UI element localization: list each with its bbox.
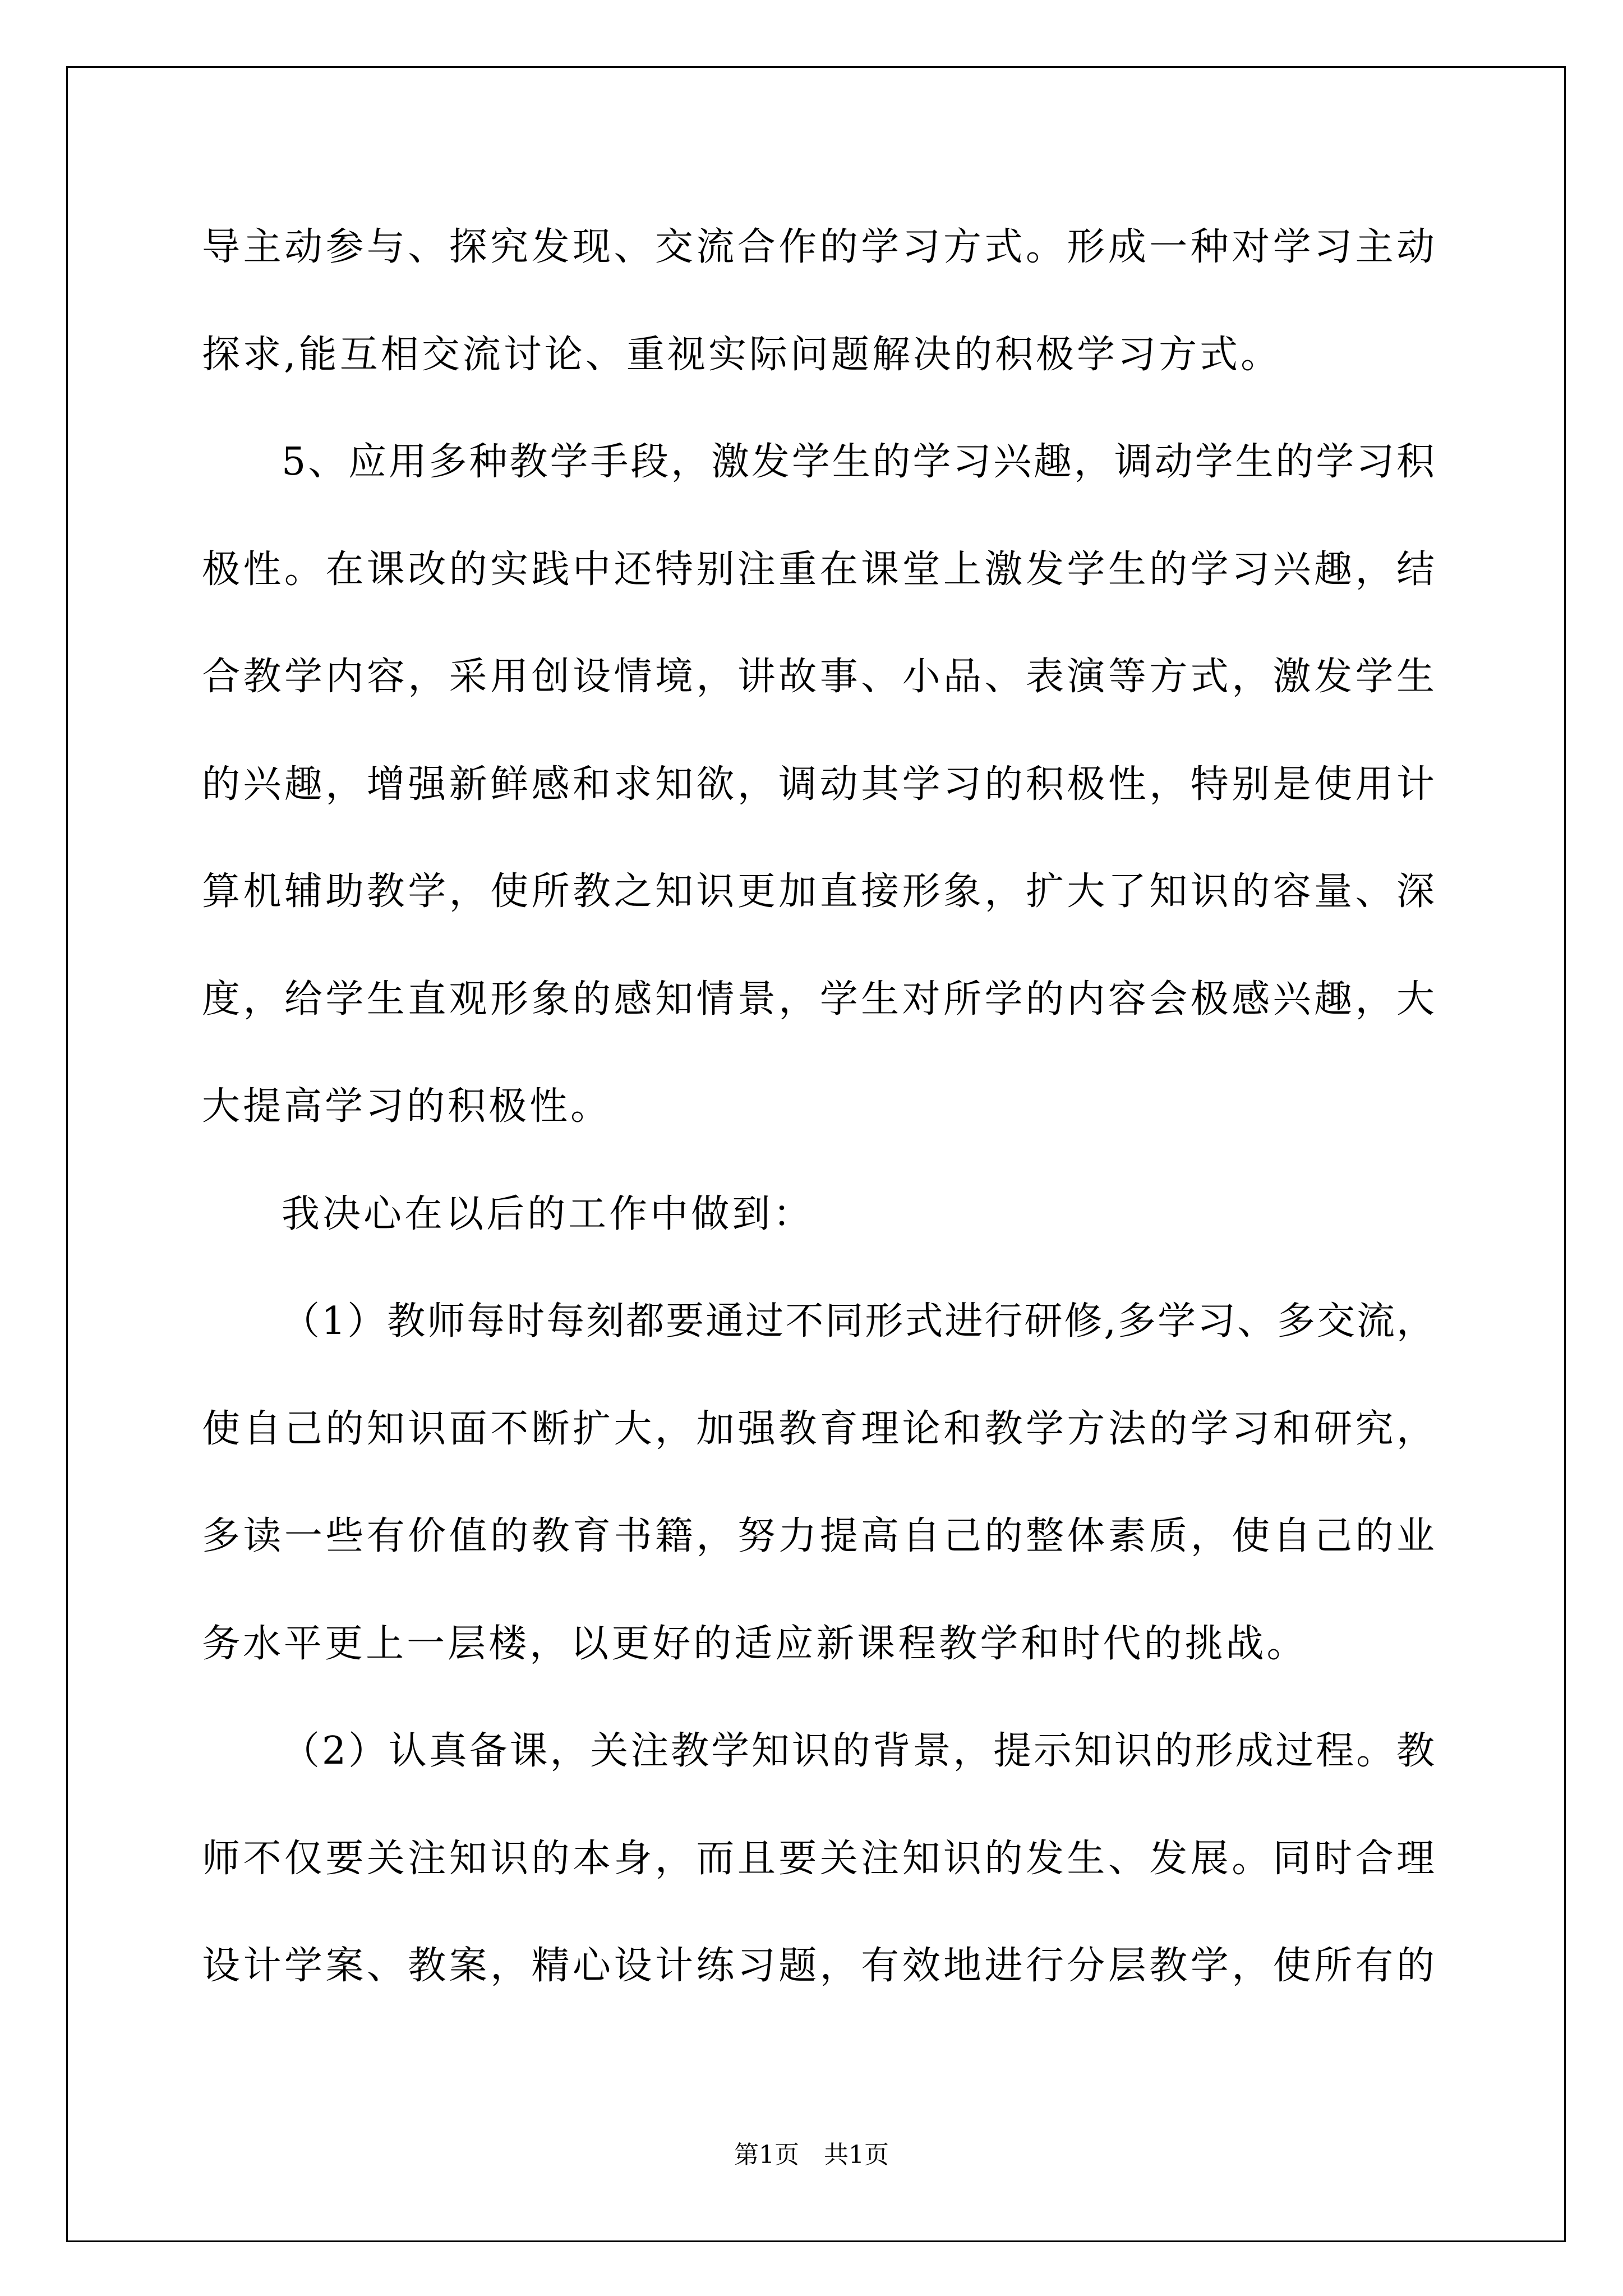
text-line [202, 731, 1438, 839]
paragraph [202, 408, 1438, 1161]
text-line [202, 1805, 1438, 1913]
text-line-text: 我决心在以后的工作中做到： [282, 1191, 814, 1236]
text-line [202, 194, 1438, 301]
text-line-text: 的兴趣，增强新鲜感和求知欲，调动其学习的积极性，特别是使用计 [202, 762, 1438, 807]
text-line [202, 516, 1438, 624]
text-line-text: 大提高学习的积极性。 [202, 1084, 612, 1129]
text-line [202, 838, 1438, 946]
paragraph [202, 1697, 1438, 2020]
text-line [202, 1697, 1435, 1805]
text-line [202, 1161, 1435, 1268]
text-line [202, 1375, 1438, 1483]
text-line-text: 务水平更上一层楼，以更好的适应新课程教学和时代的挑战。 [202, 1621, 1308, 1666]
text-line-text: （1）教师每时每刻都要通过不同形式进行研修,多学习、多交流， [282, 1299, 1436, 1343]
paragraph [202, 194, 1438, 408]
text-line-text: 多读一些有价值的教育书籍，努力提高自己的整体素质，使自己的业 [202, 1514, 1438, 1558]
text-line-text: 使自己的知识面不断扩大，加强教育理论和教学方法的学习和研究， [202, 1406, 1438, 1451]
text-line [202, 1912, 1438, 2020]
text-line-text: 探求,能互相交流讨论、重视实际问题解决的积极学习方式。 [202, 332, 1282, 377]
text-line [202, 1053, 1435, 1161]
page-number: 第1页 共1页 [734, 2141, 889, 2169]
paragraph [202, 1161, 1435, 1268]
text-line [202, 1590, 1435, 1698]
text-line-text: （2）认真备课，关注教学知识的背景，提示知识的形成过程。教 [282, 1729, 1437, 1773]
text-line [202, 301, 1435, 409]
text-line-text: 设计学案、教案，精心设计练习题，有效地进行分层教学，使所有的 [202, 1944, 1438, 1988]
text-line-text: 极性。在课改的实践中还特别注重在课堂上激发学生的学习兴趣，结 [202, 547, 1438, 592]
text-line-text: 算机辅助教学，使所教之知识更加直接形象，扩大了知识的容量、深 [202, 869, 1438, 914]
text-line-text: 5、应用多种教学手段，激发学生的学习兴趣，调动学生的学习积 [282, 440, 1437, 484]
text-line-text: 度，给学生直观形象的感知情景，学生对所学的内容会极感兴趣，大 [202, 977, 1438, 1022]
text-line [202, 946, 1438, 1053]
body-text [202, 194, 1438, 2020]
text-line [202, 1483, 1438, 1590]
text-line [202, 623, 1438, 731]
text-line-text: 合教学内容，采用创设情境，讲故事、小品、表演等方式，激发学生 [202, 655, 1438, 699]
page-footer [0, 2138, 1623, 2172]
text-line-text: 导主动参与、探究发现、交流合作的学习方式。形成一种对学习主动 [202, 225, 1438, 269]
paragraph [202, 1268, 1438, 1697]
text-line-text: 师不仅要关注知识的本身，而且要关注知识的发生、发展。同时合理 [202, 1836, 1438, 1881]
text-line [202, 1268, 1435, 1375]
text-line [202, 408, 1435, 516]
